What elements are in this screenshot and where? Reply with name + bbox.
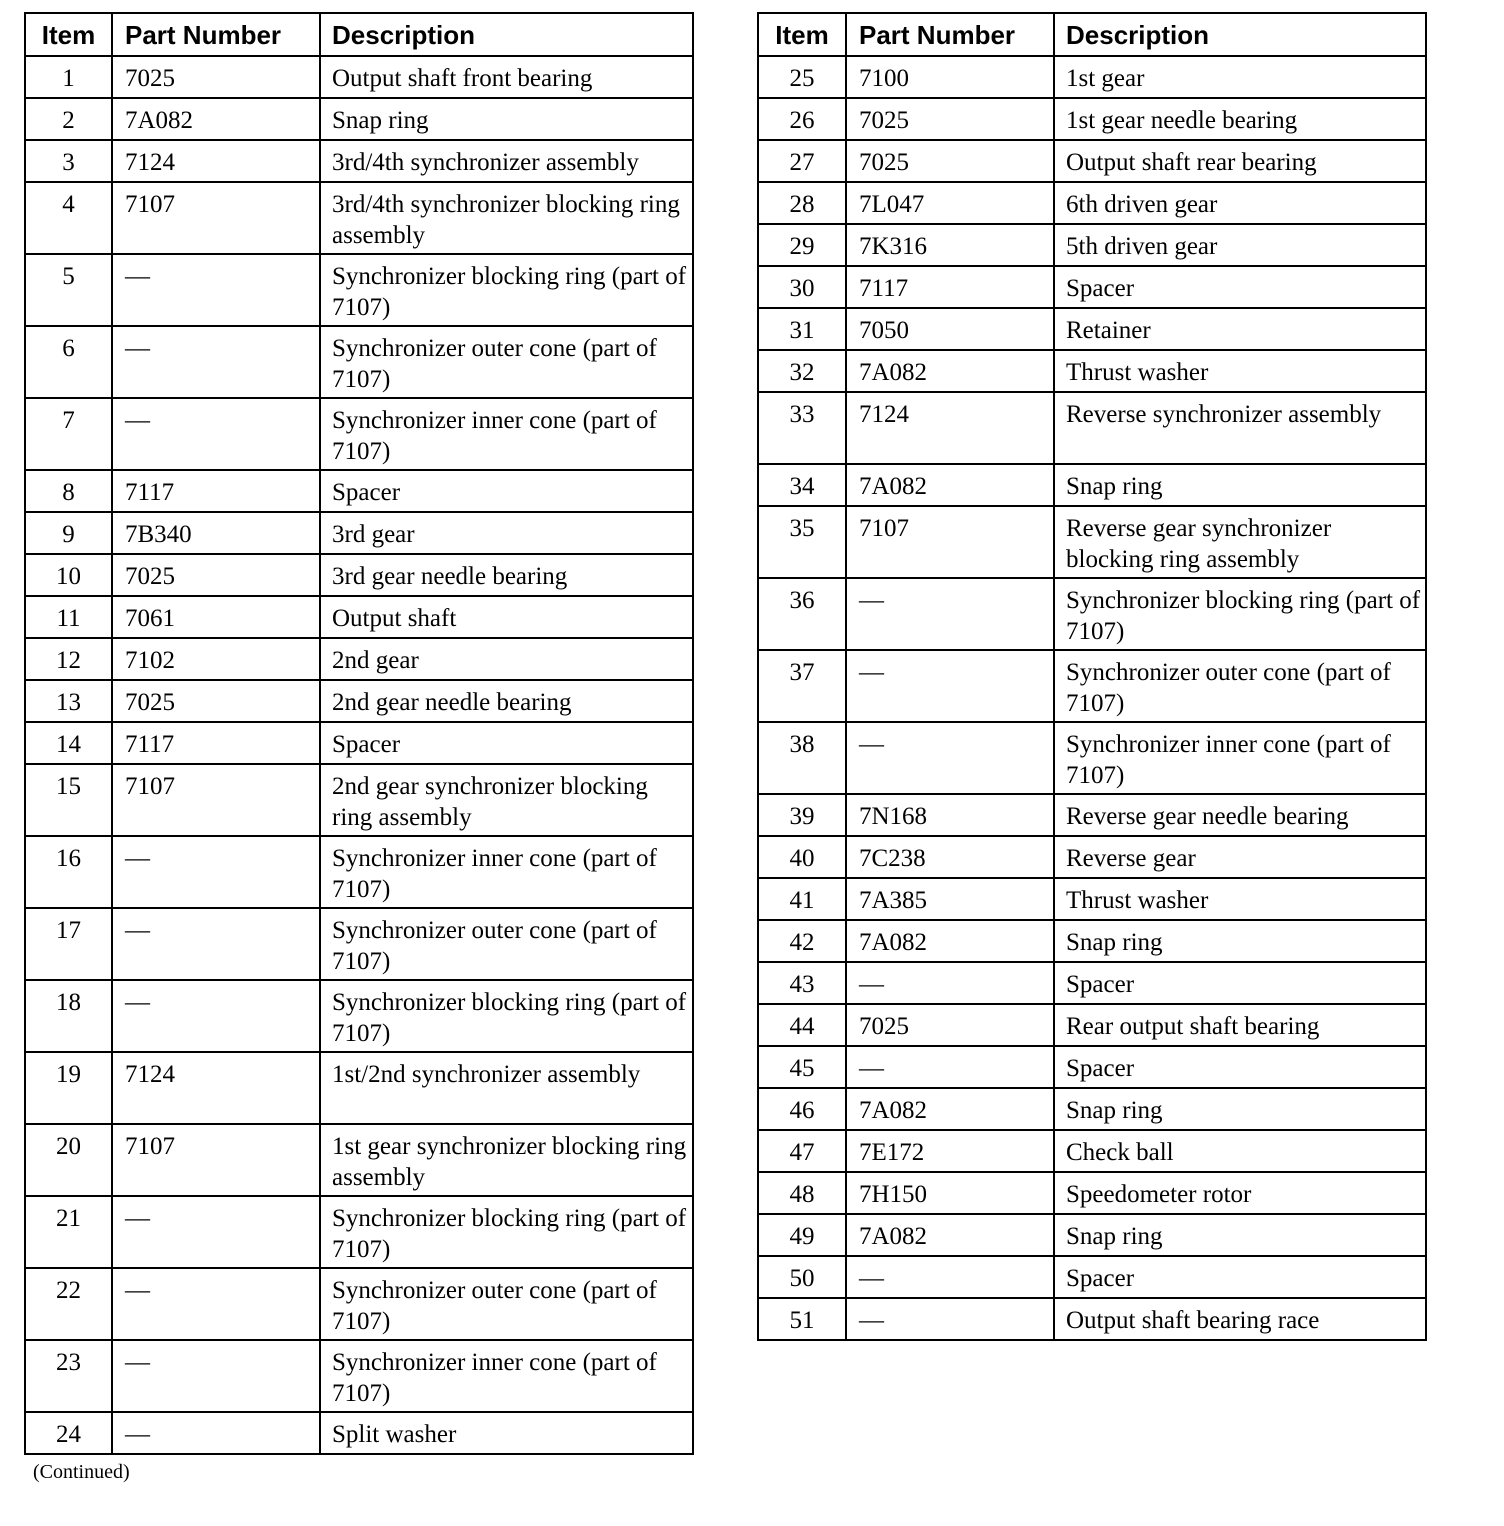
part-number: 7K316 xyxy=(846,224,1054,266)
part-description: Thrust washer xyxy=(1054,878,1426,920)
table-row xyxy=(25,764,693,836)
table-row xyxy=(758,836,1426,878)
table-row xyxy=(758,506,1426,578)
header-description: Description xyxy=(320,13,693,56)
item-number: 12 xyxy=(25,638,112,680)
part-number: — xyxy=(846,1298,1054,1340)
parts-table-left xyxy=(24,12,694,1455)
table-row xyxy=(758,56,1426,98)
part-number: 7025 xyxy=(846,98,1054,140)
table-row xyxy=(25,836,693,908)
header-part-number: Part Number xyxy=(846,13,1054,56)
table-row xyxy=(758,182,1426,224)
part-number: — xyxy=(112,326,320,398)
part-number: 7C238 xyxy=(846,836,1054,878)
part-description: Output shaft xyxy=(320,596,693,638)
part-number: 7B340 xyxy=(112,512,320,554)
part-number: — xyxy=(846,1046,1054,1088)
table-row xyxy=(25,254,693,326)
part-description: Output shaft bearing race xyxy=(1054,1298,1426,1340)
item-number: 16 xyxy=(25,836,112,908)
item-number: 43 xyxy=(758,962,846,1004)
table-row xyxy=(25,398,693,470)
table-row xyxy=(25,554,693,596)
part-number: 7025 xyxy=(112,554,320,596)
part-description: Snap ring xyxy=(1054,464,1426,506)
table-row xyxy=(25,1268,693,1340)
table-row xyxy=(758,962,1426,1004)
table-row xyxy=(758,1256,1426,1298)
table-row xyxy=(758,1172,1426,1214)
table-row xyxy=(758,1046,1426,1088)
item-number: 48 xyxy=(758,1172,846,1214)
table-row xyxy=(25,980,693,1052)
part-number: 7N168 xyxy=(846,794,1054,836)
part-number: 7E172 xyxy=(846,1130,1054,1172)
part-number: 7050 xyxy=(846,308,1054,350)
header-row xyxy=(25,13,693,56)
table-row xyxy=(758,140,1426,182)
part-number: 7A082 xyxy=(846,1214,1054,1256)
part-description: Reverse gear needle bearing xyxy=(1054,794,1426,836)
header-item: Item xyxy=(25,13,112,56)
item-number: 10 xyxy=(25,554,112,596)
item-number: 32 xyxy=(758,350,846,392)
part-description: Spacer xyxy=(320,722,693,764)
table-row xyxy=(758,920,1426,962)
part-number: — xyxy=(112,1340,320,1412)
part-description: 1st gear xyxy=(1054,56,1426,98)
table-row xyxy=(758,1088,1426,1130)
part-number: — xyxy=(846,962,1054,1004)
table-row xyxy=(25,722,693,764)
table-row xyxy=(25,638,693,680)
table-row xyxy=(25,908,693,980)
part-number: 7124 xyxy=(112,140,320,182)
part-description: 6th driven gear xyxy=(1054,182,1426,224)
table-row xyxy=(25,326,693,398)
part-description: Spacer xyxy=(1054,962,1426,1004)
part-number: 7107 xyxy=(846,506,1054,578)
part-description: Synchronizer outer cone (part of 7107) xyxy=(320,908,693,980)
table-row xyxy=(25,98,693,140)
table-row xyxy=(758,392,1426,464)
item-number: 34 xyxy=(758,464,846,506)
item-number: 28 xyxy=(758,182,846,224)
part-number: 7A082 xyxy=(112,98,320,140)
part-description: Synchronizer outer cone (part of 7107) xyxy=(1054,650,1426,722)
part-description: 2nd gear xyxy=(320,638,693,680)
item-number: 31 xyxy=(758,308,846,350)
part-description: Rear output shaft bearing xyxy=(1054,1004,1426,1046)
table-row xyxy=(758,794,1426,836)
table-row xyxy=(25,596,693,638)
part-description: 2nd gear needle bearing xyxy=(320,680,693,722)
item-number: 41 xyxy=(758,878,846,920)
part-description: Output shaft rear bearing xyxy=(1054,140,1426,182)
table-row xyxy=(758,464,1426,506)
part-description: 3rd gear needle bearing xyxy=(320,554,693,596)
item-number: 30 xyxy=(758,266,846,308)
part-description: Synchronizer blocking ring (part of 7107) xyxy=(320,980,693,1052)
part-description: 3rd/4th synchronizer assembly xyxy=(320,140,693,182)
item-number: 13 xyxy=(25,680,112,722)
part-number: — xyxy=(846,578,1054,650)
part-number: — xyxy=(846,1256,1054,1298)
part-description: Synchronizer blocking ring (part of 7107) xyxy=(1054,578,1426,650)
item-number: 36 xyxy=(758,578,846,650)
part-number: 7A082 xyxy=(846,464,1054,506)
part-description: Spacer xyxy=(320,470,693,512)
part-description: Synchronizer blocking ring (part of 7107) xyxy=(320,1196,693,1268)
part-number: 7107 xyxy=(112,1124,320,1196)
part-description: Spacer xyxy=(1054,266,1426,308)
item-number: 51 xyxy=(758,1298,846,1340)
table-row xyxy=(758,350,1426,392)
part-description: 1st gear needle bearing xyxy=(1054,98,1426,140)
part-description: 3rd/4th synchronizer blocking ring assembly xyxy=(320,182,693,254)
table-row xyxy=(758,224,1426,266)
part-number: — xyxy=(112,398,320,470)
continued-note: (Continued) xyxy=(33,1461,130,1483)
part-description: 1st gear synchronizer blocking ring assembly xyxy=(320,1124,693,1196)
part-description: Synchronizer outer cone (part of 7107) xyxy=(320,1268,693,1340)
item-number: 40 xyxy=(758,836,846,878)
part-description: Synchronizer inner cone (part of 7107) xyxy=(320,1340,693,1412)
item-number: 3 xyxy=(25,140,112,182)
item-number: 38 xyxy=(758,722,846,794)
part-description: Split washer xyxy=(320,1412,693,1454)
item-number: 23 xyxy=(25,1340,112,1412)
table-row xyxy=(758,1298,1426,1340)
table-row xyxy=(758,1130,1426,1172)
part-number: 7025 xyxy=(846,140,1054,182)
item-number: 25 xyxy=(758,56,846,98)
table-row xyxy=(25,1124,693,1196)
table-row xyxy=(758,878,1426,920)
part-number: — xyxy=(112,980,320,1052)
item-number: 5 xyxy=(25,254,112,326)
part-number: 7025 xyxy=(846,1004,1054,1046)
part-description: 2nd gear synchronizer blocking ring assembly xyxy=(320,764,693,836)
part-number: — xyxy=(112,1196,320,1268)
part-description: Check ball xyxy=(1054,1130,1426,1172)
part-number: 7102 xyxy=(112,638,320,680)
part-number: — xyxy=(112,836,320,908)
part-number: 7117 xyxy=(112,722,320,764)
table-row xyxy=(25,1196,693,1268)
item-number: 47 xyxy=(758,1130,846,1172)
header-row xyxy=(758,13,1426,56)
part-description: Snap ring xyxy=(320,98,693,140)
table-row xyxy=(758,578,1426,650)
part-number: 7A082 xyxy=(846,350,1054,392)
part-number: — xyxy=(846,722,1054,794)
item-number: 8 xyxy=(25,470,112,512)
item-number: 39 xyxy=(758,794,846,836)
part-description: Snap ring xyxy=(1054,920,1426,962)
part-description: Retainer xyxy=(1054,308,1426,350)
part-number: 7A385 xyxy=(846,878,1054,920)
item-number: 9 xyxy=(25,512,112,554)
part-description: 5th driven gear xyxy=(1054,224,1426,266)
part-number: 7025 xyxy=(112,680,320,722)
part-description: Spacer xyxy=(1054,1256,1426,1298)
part-description: Synchronizer inner cone (part of 7107) xyxy=(1054,722,1426,794)
part-number: 7H150 xyxy=(846,1172,1054,1214)
part-number: 7124 xyxy=(846,392,1054,464)
item-number: 29 xyxy=(758,224,846,266)
part-number: 7107 xyxy=(112,182,320,254)
part-number: 7A082 xyxy=(846,920,1054,962)
header-item: Item xyxy=(758,13,846,56)
item-number: 14 xyxy=(25,722,112,764)
table-row xyxy=(25,140,693,182)
part-number: 7L047 xyxy=(846,182,1054,224)
item-number: 19 xyxy=(25,1052,112,1124)
part-description: Spacer xyxy=(1054,1046,1426,1088)
part-description: Output shaft front bearing xyxy=(320,56,693,98)
item-number: 49 xyxy=(758,1214,846,1256)
part-number: 7100 xyxy=(846,56,1054,98)
item-number: 24 xyxy=(25,1412,112,1454)
item-number: 46 xyxy=(758,1088,846,1130)
part-number: 7124 xyxy=(112,1052,320,1124)
part-number: — xyxy=(112,1268,320,1340)
item-number: 15 xyxy=(25,764,112,836)
part-description: Reverse gear synchronizer blocking ring assembly xyxy=(1054,506,1426,578)
item-number: 20 xyxy=(25,1124,112,1196)
part-number: 7117 xyxy=(112,470,320,512)
parts-table-right xyxy=(757,12,1427,1341)
header-description: Description xyxy=(1054,13,1426,56)
item-number: 7 xyxy=(25,398,112,470)
item-number: 2 xyxy=(25,98,112,140)
part-description: Reverse synchronizer assembly xyxy=(1054,392,1426,464)
table-row xyxy=(25,512,693,554)
table-row xyxy=(758,722,1426,794)
item-number: 27 xyxy=(758,140,846,182)
item-number: 4 xyxy=(25,182,112,254)
item-number: 33 xyxy=(758,392,846,464)
item-number: 1 xyxy=(25,56,112,98)
table-row xyxy=(758,1004,1426,1046)
table-row xyxy=(758,266,1426,308)
table-row xyxy=(25,1052,693,1124)
header-part-number: Part Number xyxy=(112,13,320,56)
part-description: Reverse gear xyxy=(1054,836,1426,878)
part-number: — xyxy=(112,254,320,326)
item-number: 18 xyxy=(25,980,112,1052)
table-row xyxy=(25,182,693,254)
part-description: Synchronizer blocking ring (part of 7107) xyxy=(320,254,693,326)
table-row xyxy=(25,680,693,722)
part-description: 3rd gear xyxy=(320,512,693,554)
table-row xyxy=(25,56,693,98)
part-number: 7A082 xyxy=(846,1088,1054,1130)
item-number: 35 xyxy=(758,506,846,578)
part-number: — xyxy=(112,908,320,980)
part-number: 7117 xyxy=(846,266,1054,308)
item-number: 45 xyxy=(758,1046,846,1088)
table-row xyxy=(758,650,1426,722)
item-number: 11 xyxy=(25,596,112,638)
item-number: 50 xyxy=(758,1256,846,1298)
part-description: Synchronizer inner cone (part of 7107) xyxy=(320,836,693,908)
table-row xyxy=(25,470,693,512)
part-description: Snap ring xyxy=(1054,1214,1426,1256)
part-number: — xyxy=(846,650,1054,722)
part-description: Thrust washer xyxy=(1054,350,1426,392)
item-number: 26 xyxy=(758,98,846,140)
item-number: 44 xyxy=(758,1004,846,1046)
item-number: 37 xyxy=(758,650,846,722)
part-number: — xyxy=(112,1412,320,1454)
part-number: 7107 xyxy=(112,764,320,836)
part-description: Synchronizer outer cone (part of 7107) xyxy=(320,326,693,398)
item-number: 6 xyxy=(25,326,112,398)
part-number: 7025 xyxy=(112,56,320,98)
part-description: Snap ring xyxy=(1054,1088,1426,1130)
table-row xyxy=(25,1340,693,1412)
table-row xyxy=(25,1412,693,1454)
table-row xyxy=(758,308,1426,350)
part-number: 7061 xyxy=(112,596,320,638)
item-number: 42 xyxy=(758,920,846,962)
part-description: Speedometer rotor xyxy=(1054,1172,1426,1214)
item-number: 22 xyxy=(25,1268,112,1340)
item-number: 17 xyxy=(25,908,112,980)
table-row xyxy=(758,98,1426,140)
table-row xyxy=(758,1214,1426,1256)
item-number: 21 xyxy=(25,1196,112,1268)
part-description: Synchronizer inner cone (part of 7107) xyxy=(320,398,693,470)
part-description: 1st/2nd synchronizer assembly xyxy=(320,1052,693,1124)
